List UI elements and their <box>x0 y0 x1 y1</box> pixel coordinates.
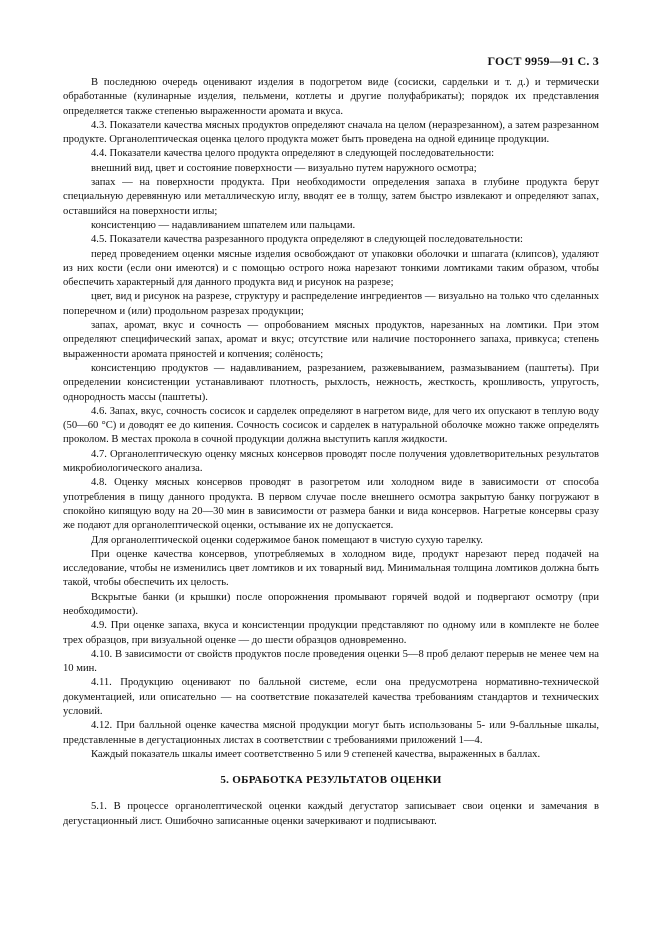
paragraph: Каждый показатель шкалы имеет соответственно 5 или 9 степеней качества, выраженных в баллах. <box>91 748 541 760</box>
paragraph: 4.10. В зависимости от свойств продуктов после проведения оценки 5—8 проб делают перерыв не менее чем на 10 мин. <box>63 648 599 675</box>
paragraph: консистенцию продуктов — надавливанием, разрезанием, разжевыванием, размазыванием (паштеты). При определении консистенции устанавливают плотность, рыхлость, нежность, жесткость, крошливость, упругость, однородность массы (паштеты). <box>63 362 599 403</box>
paragraph: 4.5. Показатели качества разрезанного продукта определяют в следующей последовательности: <box>91 234 523 246</box>
page-header: ГОСТ 9959—91 С. 3 <box>487 54 599 68</box>
paragraph: перед проведением оценки мясные изделия освобождают от упаковки оболочки и шпагата (клипсов), удаляют из них кости (если они имеются) и с помощью острого ножа нарезают тонкими ломтиками таким образом, чтобы обеспечить характерный для данного продукта вид и рисунок на разрезе; <box>63 248 599 289</box>
paragraph: запах — на поверхности продукта. При необходимости определения запаха в глубине продукта берут специальную деревянную или металлическую иглу, вводят ее в толщу, затем быстро извлекают и определяют запах, оставшийся на поверхности иглы; <box>63 177 599 217</box>
document-body <box>63 76 599 829</box>
paragraph: При оценке качества консервов, употребляемых в холодном виде, продукт нарезают перед подачей на исследование, чтобы не изменились цвет ломтиков и их товарный вид. Минимальная толщина ломтиков должна быть такой, чтобы обеспечить их целость. <box>63 548 599 589</box>
section-heading: 5. ОБРАБОТКА РЕЗУЛЬТАТОВ ОЦЕНКИ <box>220 774 442 787</box>
paragraph: 4.12. При балльной оценке качества мясной продукции могут быть использованы 5- или 9-балльные шкалы, представленные в дегустационных листах в соответствии с требованиями приложений 1—4. <box>63 720 599 746</box>
paragraph: 4.11. Продукцию оценивают по балльной системе, если она предусмотрена нормативно-технической документацией, или описательно — на соответствие показателей качества требованиям стандартов и технических условий. <box>63 677 599 718</box>
paragraph: цвет, вид и рисунок на разрезе, структуру и распределение ингредиентов — визуально на только что сделанных поперечном и (или) продольном разрезах продукции; <box>63 291 599 317</box>
paragraph: В последнюю очередь оценивают изделия в подогретом виде (сосиски, сардельки и т. д.) и термически обработанные (кулинарные изделия, пельмени, котлеты и другие полуфабрикаты); порядок их представления определяется также степенью выраженности аромата и вкуса. <box>63 77 599 117</box>
paragraph: 4.8. Оценку мясных консервов проводят в разогретом или холодном виде в зависимости от способа употребления в пищу данного продукта. В первом случае после внешнего осмотра закрытую банку погружают в спокойно кипящую воду на 20—30 мин в зависимости от размера банки и вида консервов. Нагретые консервы сразу же подают для органолептической оценки, остывание их не допускается. <box>63 477 599 532</box>
paragraph: 4.4. Показатели качества целого продукта определяют в следующей последовательности: <box>91 148 495 160</box>
paragraph: Вскрытые банки (и крышки) после опорожнения промывают горячей водой и подвергают осмотру (при необходимости). <box>63 591 599 617</box>
paragraph: 4.9. При оценке запаха, вкуса и консистенции продукции представляют по одному или в комплекте не более трех образцов, при визуальной оценке — до шести образцов одновременно. <box>63 620 599 646</box>
paragraph: внешний вид, цвет и состояние поверхности — визуально путем наружного осмотра; <box>91 162 477 174</box>
paragraph: запах, аромат, вкус и сочность — опробованием мясных продуктов, нарезанных на ломтики. При этом определяют специфический запах, аромат и вкус; отсутствие или наличие постороннего запаха, привкуса; степень выраженности аромата пряностей и копчения; солёность; <box>63 320 599 360</box>
paragraph: 4.7. Органолептическую оценку мясных консервов проводят после получения удовлетворительных результатов микробиологического анализа. <box>63 448 599 475</box>
paragraph: Для органолептической оценки содержимое банок помещают в чистую сухую тарелку. <box>91 534 483 546</box>
paragraph: 5.1. В процессе органолептической оценки каждый дегустатор записывает свои оценки и замечания в дегустационный лист. Ошибочно записанные оценки зачеркивают и подписывают. <box>63 801 599 827</box>
paragraph: 4.6. Запах, вкус, сочность сосисок и сарделек определяют в нагретом виде, для чего их опускают в теплую воду (50—60 °С) и доводят ее до кипения. Сочность сосисок и сарделек в натуральной оболочке можно также определять проколом. В местах прокола в сочной продукции должна выступить капля жидкости. <box>63 405 599 446</box>
paragraph: 4.3. Показатели качества мясных продуктов определяют сначала на целом (неразрезанном), а затем разрезанном продукте. Органолептическая оценка целого продукта может быть проведена на одной единице продукции. <box>63 119 599 146</box>
paragraph: консистенцию — надавливанием шпателем или пальцами. <box>91 219 356 231</box>
